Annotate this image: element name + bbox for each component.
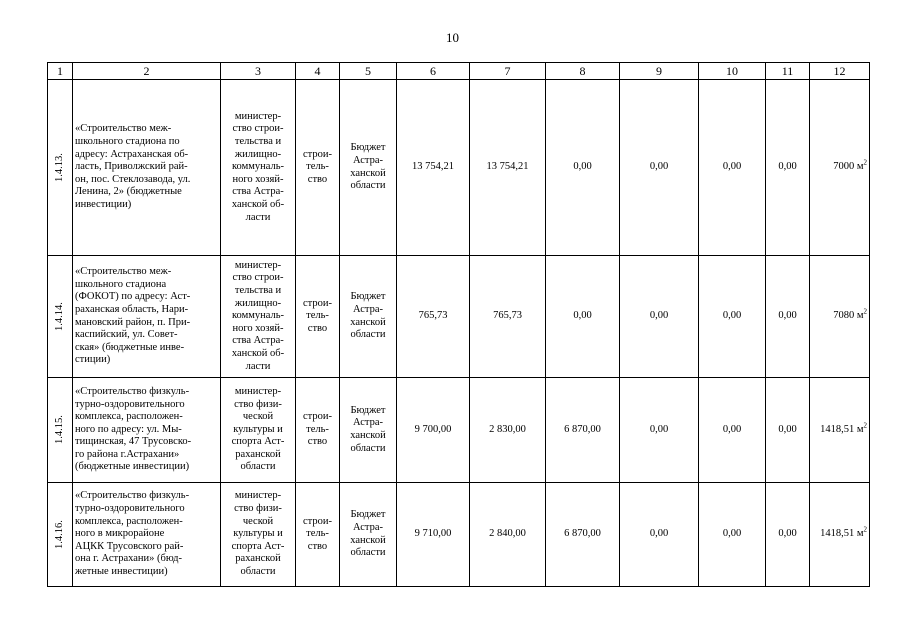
amount-cell-7: 2 830,00 <box>470 378 546 483</box>
work-type-cell-line: ство <box>307 322 328 334</box>
area-cell <box>810 256 870 378</box>
area-value: 7080 м <box>833 310 864 322</box>
amount-cell-8: 0,00 <box>546 256 620 378</box>
amount-cell-10: 0,00 <box>699 378 766 483</box>
project-title-cell-line: стиции) <box>75 354 111 366</box>
funding-source-cell-line: Бюджет <box>350 404 386 416</box>
page-number: 10 <box>446 30 459 45</box>
ministry-cell-line: ласти <box>245 360 271 372</box>
ministry-cell-line: раханской <box>235 553 281 565</box>
amount-cell-8: 6 870,00 <box>546 378 620 483</box>
project-title-cell-line: «Строительство меж- <box>75 123 172 135</box>
ministry-cell <box>221 483 296 587</box>
column-header: 3 <box>221 63 296 80</box>
funding-source-cell <box>340 256 397 378</box>
ministry-cell-line: ческой <box>242 411 274 423</box>
funding-source-cell-line: Бюджет <box>350 291 386 303</box>
work-type-cell-line: строи- <box>303 148 332 160</box>
ministry-cell-line: ства Астра- <box>232 186 284 198</box>
area-unit-exponent: 2 <box>863 307 867 316</box>
area-value: 7000 м <box>833 161 864 173</box>
funding-source-cell-line: Астра- <box>352 154 384 166</box>
ministry-cell-line: жилищно- <box>234 297 282 309</box>
amount-cell-6: 9 710,00 <box>397 483 470 587</box>
project-title-cell <box>73 378 221 483</box>
ministry-cell-line: раханской <box>235 448 281 460</box>
ministry-cell-line: министер- <box>234 110 282 122</box>
ministry-cell-line: министер- <box>234 490 282 502</box>
column-header: 12 <box>810 63 870 80</box>
column-header: 11 <box>766 63 810 80</box>
project-title-cell-line: каспийский, ул. Совет- <box>75 329 178 341</box>
ministry-cell-line: министер- <box>234 385 282 397</box>
project-title-cell-line: адресу: Астраханская об- <box>75 148 189 160</box>
work-type-cell-line: ство <box>307 540 328 552</box>
amount-cell-11: 0,00 <box>766 483 810 587</box>
column-header: 2 <box>73 63 221 80</box>
funding-source-cell-line: ханской <box>350 167 386 179</box>
work-type-cell-line: строи- <box>303 515 332 527</box>
work-type-cell-line: строи- <box>303 411 332 423</box>
funding-source-cell-line: области <box>350 547 386 559</box>
project-title-cell-line: мановский район, п. При- <box>75 316 191 328</box>
ministry-cell-line: спорта Аст- <box>231 436 285 448</box>
work-type-cell <box>296 256 340 378</box>
area-unit-exponent: 2 <box>863 421 867 430</box>
project-title-cell-line: ного в микрорайоне <box>75 528 165 540</box>
amount-cell-9: 0,00 <box>620 483 699 587</box>
project-title-cell-line: турно-оздоровительного <box>75 398 185 410</box>
row-index: 1.4.16. <box>54 520 65 549</box>
row-index-cell <box>48 378 73 483</box>
row-index: 1.4.13. <box>54 153 65 182</box>
project-title-cell-line: «Строительство меж- <box>75 266 172 278</box>
amount-cell-9: 0,00 <box>620 378 699 483</box>
funding-source-cell-line: Астра- <box>352 417 384 429</box>
amount-cell-10: 0,00 <box>699 483 766 587</box>
project-title-cell-line: школьного стадиона <box>75 278 167 290</box>
ministry-cell-line: ства Астра- <box>232 335 284 347</box>
work-type-cell-line: строи- <box>303 297 332 309</box>
funding-source-cell-line: Астра- <box>352 303 384 315</box>
project-title-cell-line: инвестиции) <box>75 198 132 210</box>
project-title-cell-line: школьного стадиона по <box>75 136 180 148</box>
ministry-cell-line: ласти <box>245 211 271 223</box>
amount-cell-6: 13 754,21 <box>397 80 470 256</box>
project-title-cell <box>73 483 221 587</box>
area-unit-exponent: 2 <box>863 158 867 167</box>
amount-cell-11: 0,00 <box>766 378 810 483</box>
ministry-cell-line: ство строи- <box>232 123 284 135</box>
ministry-cell-line: культуры и <box>233 423 283 435</box>
column-header: 4 <box>296 63 340 80</box>
amount-cell-7: 13 754,21 <box>470 80 546 256</box>
funding-source-cell-line: области <box>350 442 386 454</box>
ministry-cell-line: ческой <box>242 515 274 527</box>
amount-cell-6: 765,73 <box>397 256 470 378</box>
funding-source-cell-line: Бюджет <box>350 509 386 521</box>
funding-source-cell-line: области <box>350 180 386 192</box>
amount-cell-11: 0,00 <box>766 256 810 378</box>
funding-source-cell-line: области <box>350 329 386 341</box>
project-title-cell-line: тищинская, 47 Трусовско- <box>75 436 192 448</box>
funding-source-cell <box>340 80 397 256</box>
row-index-cell <box>48 256 73 378</box>
project-title-cell-line: ласть, Приволжский рай- <box>75 161 188 173</box>
area-cell <box>810 483 870 587</box>
area-cell <box>810 378 870 483</box>
amount-cell-7: 765,73 <box>470 256 546 378</box>
funding-source-cell-line: ханской <box>350 316 386 328</box>
ministry-cell-line: области <box>240 565 276 577</box>
ministry-cell-line: ство строи- <box>232 272 284 284</box>
row-index: 1.4.15. <box>54 415 65 445</box>
table-row <box>48 256 870 378</box>
area-cell <box>810 80 870 256</box>
row-index: 1.4.14. <box>54 302 65 331</box>
amount-cell-8: 6 870,00 <box>546 483 620 587</box>
budget-table <box>47 62 870 587</box>
amount-cell-8: 0,00 <box>546 80 620 256</box>
project-title-cell-line: «Строительство физкуль- <box>75 385 190 397</box>
amount-cell-10: 0,00 <box>699 256 766 378</box>
ministry-cell <box>221 256 296 378</box>
work-type-cell-line: тель- <box>306 423 329 435</box>
ministry-cell-line: области <box>240 461 276 473</box>
row-index-cell <box>48 483 73 587</box>
row-index-cell <box>48 80 73 256</box>
work-type-cell-line: тель- <box>306 528 329 540</box>
column-header: 8 <box>546 63 620 80</box>
project-title-cell-line: жетные инвестиции) <box>75 565 168 577</box>
project-title-cell-line: она г. Астрахани» (бюд- <box>75 553 183 565</box>
project-title-cell <box>73 80 221 256</box>
funding-source-cell-line: Бюджет <box>350 142 386 154</box>
work-type-cell-line: тель- <box>306 310 329 322</box>
amount-cell-11: 0,00 <box>766 80 810 256</box>
amount-cell-6: 9 700,00 <box>397 378 470 483</box>
amount-cell-7: 2 840,00 <box>470 483 546 587</box>
ministry-cell-line: тельства и <box>234 136 282 148</box>
ministry-cell-line: ханской об- <box>231 198 285 210</box>
header-row <box>48 63 870 80</box>
ministry-cell-line: ство физи- <box>234 398 282 410</box>
ministry-cell-line: министер- <box>234 259 282 271</box>
ministry-cell <box>221 80 296 256</box>
funding-source-cell-line: ханской <box>350 430 386 441</box>
column-header: 7 <box>470 63 546 80</box>
work-type-cell <box>296 80 340 256</box>
ministry-cell-line: коммуналь- <box>231 161 285 173</box>
project-title-cell-line: раханская область, Нари- <box>75 303 189 315</box>
column-header: 9 <box>620 63 699 80</box>
project-title-cell-line: ного по адресу: ул. Мы- <box>75 423 182 435</box>
project-title-cell-line: «Строительство физкуль- <box>75 490 190 502</box>
funding-source-cell <box>340 483 397 587</box>
project-title-cell-line: Ленина, 2» (бюджетные <box>75 186 182 198</box>
work-type-cell-line: ство <box>307 173 328 185</box>
project-title-cell-line: АЦКК Трусовского рай- <box>75 540 184 552</box>
work-type-cell <box>296 378 340 483</box>
ministry-cell-line: ханской об- <box>231 347 285 359</box>
ministry-cell-line: ного хозяй- <box>232 173 284 185</box>
area-value: 1418,51 м <box>820 423 864 435</box>
ministry-cell-line: культуры и <box>233 528 283 540</box>
column-header: 5 <box>340 63 397 80</box>
work-type-cell-line: ство <box>307 436 328 448</box>
column-header: 1 <box>48 63 73 80</box>
table-row <box>48 483 870 587</box>
ministry-cell-line: ного хозяй- <box>232 322 284 334</box>
table-body <box>48 80 870 587</box>
funding-source-cell-line: Астра- <box>352 521 384 533</box>
project-title-cell <box>73 256 221 378</box>
ministry-cell <box>221 378 296 483</box>
funding-source-cell-line: ханской <box>350 534 386 546</box>
ministry-cell-line: коммуналь- <box>231 310 285 322</box>
area-value: 1418,51 м <box>820 528 864 540</box>
project-title-cell-line: ская» (бюджетные инве- <box>75 341 185 353</box>
ministry-cell-line: тельства и <box>234 285 282 297</box>
project-title-cell-line: комплекса, расположен- <box>75 411 183 423</box>
table-row <box>48 378 870 483</box>
project-title-cell-line: (ФОКОТ) по адресу: Аст- <box>75 291 191 303</box>
column-header: 10 <box>699 63 766 80</box>
project-title-cell-line: турно-оздоровительного <box>75 503 185 515</box>
area-unit-exponent: 2 <box>863 525 867 534</box>
table-row <box>48 80 870 256</box>
amount-cell-10: 0,00 <box>699 80 766 256</box>
project-title-cell-line: он, пос. Стеклозавода, ул. <box>75 173 191 185</box>
project-title-cell-line: (бюджетные инвестиции) <box>75 461 190 473</box>
project-title-cell-line: го района г.Астрахани» <box>75 448 180 460</box>
work-type-cell <box>296 483 340 587</box>
ministry-cell-line: жилищно- <box>234 148 282 160</box>
column-header: 6 <box>397 63 470 80</box>
work-type-cell-line: тель- <box>306 161 329 173</box>
project-title-cell-line: комплекса, расположен- <box>75 515 183 527</box>
funding-source-cell <box>340 378 397 483</box>
ministry-cell-line: спорта Аст- <box>231 540 285 552</box>
amount-cell-9: 0,00 <box>620 256 699 378</box>
amount-cell-9: 0,00 <box>620 80 699 256</box>
ministry-cell-line: ство физи- <box>234 503 282 515</box>
